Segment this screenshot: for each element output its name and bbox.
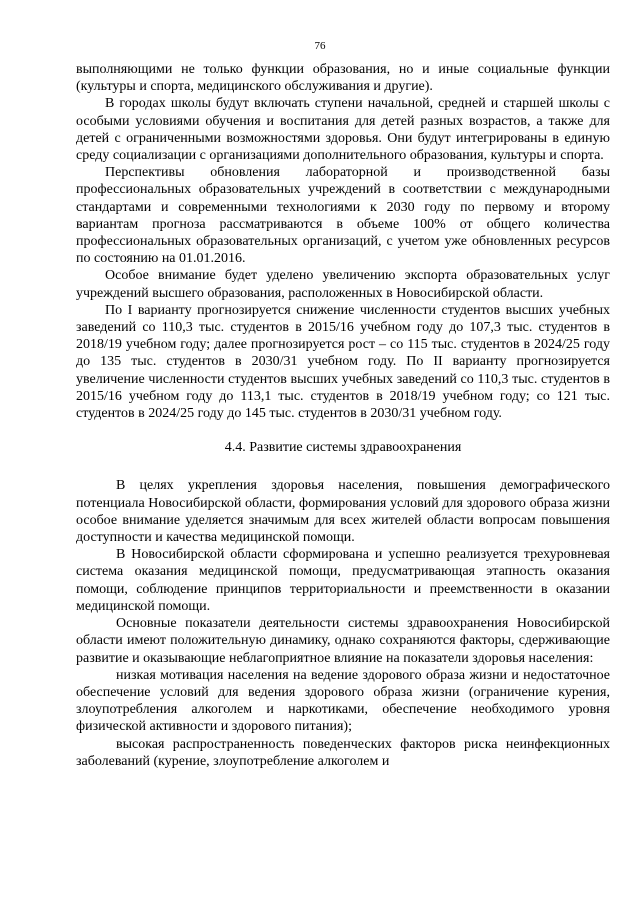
paragraph-indicators: Основные показатели деятельности системы здравоохранения Новосибирской области имеют положительную динамику, однако сохраняются факторы, сдерживающие развитие и оказывающие неблагоприятное влияние на показатели здоровья населения:: [76, 616, 610, 666]
page-number: 76: [314, 40, 326, 52]
paragraph-schools: В городах школы будут включать ступени начальной, средней и старшей школы с особыми условиями обучения и воспитания для детей разных возрастов, а также для детей с ограниченными возможностями здоровья. Они будут интегрированы в единую среду социализации с организациями дополнительного образования, культуры и спорта.: [76, 96, 610, 164]
paragraph-export: Особое внимание будет уделено увеличению экспорта образовательных услуг учреждений высшего образования, расположенных в Новосибирской области.: [76, 268, 610, 301]
section-heading: 4.4. Развитие системы здравоохранения: [224, 440, 462, 456]
paragraph-three-level-system: В Новосибирской области сформирована и успешно реализуется трехуровневая система оказания медицинской помощи, предусматривающая этапность оказания помощи, соблюдение принципов территориальности и преемственности в оказании медицинской помощи.: [76, 547, 610, 614]
paragraph-continuation: выполняющими не только функции образования, но и иные социальные функции (культуры и спорта, медицинского обслуживания и другие).: [76, 62, 610, 95]
paragraph-health-goals: В целях укрепления здоровья населения, повышения демографического потенциала Новосибирской области, формирования условий для здорового образа жизни особое внимание уделяется значимым для всех жителей области вопросам повышения доступности и качества медицинской помощи.: [76, 478, 610, 546]
paragraph-student-forecast: По I варианту прогнозируется снижение численности студентов высших учебных заведений со 110,3 тыс. студентов в 2015/16 учебном году до 107,3 тыс. студентов в 2018/19 учебном году; далее прогнозируется рост – со 115 тыс. студентов в 2024/25 году до 135 тыс. студентов в 2030/31 учебном году. По II варианту прогнозируется увеличение численности студентов высших учебных заведений со 110,3 тыс. студентов в 2015/16 учебном году до 113,1 тыс. студентов в 2018/19 учебном году; со 121 тыс. студентов в 2024/25 году до 145 тыс. студентов в 2030/31 учебном году.: [76, 302, 610, 422]
paragraph-risk-factors: высокая распространенность поведенческих факторов риска неинфекционных заболеваний (курение, злоупотребление алкоголем и: [76, 736, 610, 769]
paragraph-low-motivation: низкая мотивация населения на ведение здорового образа жизни и недостаточное обеспечение условий для ведения здорового образа жизни (ограничение курения, злоупотребления алкоголем и наркотиками, обеспечение необходимого уровня физической активности и здорового питания);: [76, 667, 610, 735]
document-body: [76, 61, 610, 770]
paragraph-lab-base: Перспективы обновления лабораторной и производственной базы профессиональных образовательных учреждений в соответствии с международными стандартами и современными технологиями к 2030 году по первому и второму вариантам прогноза рассматриваются в объеме 100% от общего количества профессиональных образовательных организаций, с учетом уже обновленных ресурсов по состоянию на 01.01.2016.: [76, 165, 610, 267]
